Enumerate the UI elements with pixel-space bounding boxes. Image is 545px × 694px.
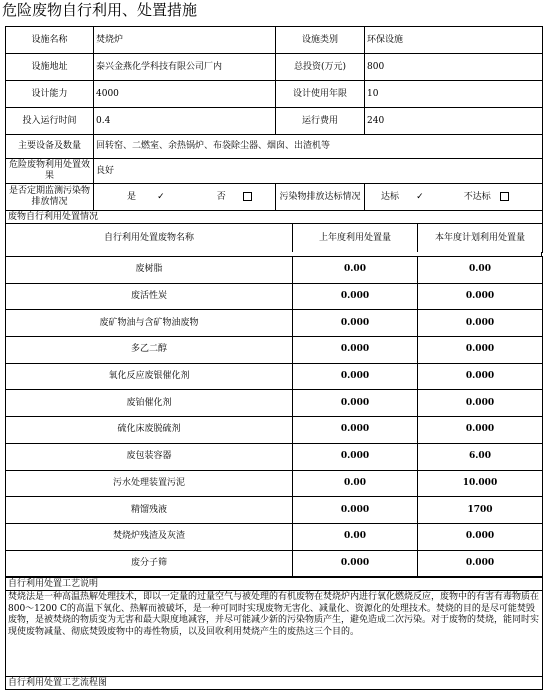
compliant-label: 达标 [380, 191, 399, 202]
waste-name-cell: 多乙二醇 [6, 337, 293, 364]
waste-name-cell: 精馏残液 [6, 497, 293, 524]
monitoring-no-label: 否 [216, 191, 226, 202]
facility-name-label: 设施名称 [6, 27, 94, 54]
column-header-waste-name: 自行利用处置废物名称 [6, 224, 293, 253]
column-header-last-year: 上年度利用处置量 [293, 224, 418, 253]
this-year-amount-cell: 10.000 [418, 470, 543, 497]
table-row [6, 310, 543, 337]
this-year-amount-cell: 0.00 [418, 257, 543, 284]
this-year-amount-cell: 0.000 [418, 523, 543, 550]
last-year-amount-cell: 0.000 [293, 390, 418, 417]
monitoring-options [94, 184, 276, 211]
table-row [6, 523, 543, 550]
last-year-amount-cell: 0.000 [293, 443, 418, 470]
total-investment-value: 800 [365, 54, 543, 81]
last-year-amount-cell: 0.000 [293, 550, 418, 577]
waste-name-cell: 废树脂 [6, 257, 293, 284]
this-year-amount-cell: 0.000 [418, 363, 543, 390]
noncompliant-checkbox[interactable] [500, 192, 509, 201]
total-investment-label: 总投资(万元) [276, 54, 365, 81]
last-year-amount-cell: 0.000 [293, 310, 418, 337]
this-year-amount-cell: 0.000 [418, 310, 543, 337]
table-row [6, 470, 543, 497]
effect-label: 危险废物利用处置效果 [6, 159, 94, 184]
compliance-options [365, 184, 543, 211]
waste-name-cell: 废铂催化剂 [6, 390, 293, 417]
waste-name-cell: 废包装容器 [6, 443, 293, 470]
waste-name-cell: 焚烧炉残渣及灰渣 [6, 523, 293, 550]
table-row [6, 497, 543, 524]
waste-name-cell: 废矿物油与含矿物油废物 [6, 310, 293, 337]
table-row [6, 417, 543, 444]
table-row [6, 363, 543, 390]
facility-name-value: 焚烧炉 [94, 27, 276, 54]
this-year-amount-cell: 0.000 [418, 550, 543, 577]
last-year-amount-cell: 0.00 [293, 470, 418, 497]
process-flow-label: 自行利用处置工艺流程图 [6, 677, 543, 690]
process-label: 自行利用处置工艺说明 [6, 578, 543, 591]
start-time-label: 投入运行时间 [6, 108, 94, 135]
waste-section-title: 废物自行利用处置情况 [6, 211, 543, 224]
equipment-value: 回转窑、二燃室、余热锅炉、布袋除尘器、烟囱、出渣机等 [94, 135, 543, 159]
facility-info-table [5, 26, 543, 211]
table-row [6, 283, 543, 310]
facility-category-value: 环保设施 [365, 27, 543, 54]
design-life-label: 设计使用年限 [276, 81, 365, 108]
facility-category-label: 设施类别 [276, 27, 365, 54]
design-capacity-label: 设计能力 [6, 81, 94, 108]
last-year-amount-cell: 0.00 [293, 257, 418, 284]
this-year-amount-cell: 6.00 [418, 443, 543, 470]
last-year-amount-cell: 0.00 [293, 523, 418, 550]
operating-cost-value: 240 [365, 108, 543, 135]
last-year-amount-cell: 0.000 [293, 417, 418, 444]
waste-name-cell: 硫化床废脱硫剂 [6, 417, 293, 444]
design-capacity-value: 4000 [94, 81, 276, 108]
table-row [6, 337, 543, 364]
last-year-amount-cell: 0.000 [293, 283, 418, 310]
this-year-amount-cell: 0.000 [418, 390, 543, 417]
process-description: 焚烧法是一种高温热解处理技术，即以一定量的过量空气与被处理的有机废物在焚烧炉内进行氧化燃烧反应，废物中的有害有毒物质在800～1200 C的高温下氧化、热解而被破坏，是一种可同时实现废物无害化、减量化、资源化的处理技术。焚烧的目的是尽可能焚毁废物，是被焚烧的物质变为无害和最大限度地减容，并尽可能减少新的污染物质产生，避免造成二次污染。对于废物的焚烧，能同时实现使废物减量、彻底焚毁废物中的毒性物质，以及回收利用焚烧产生的废热这三个目的。 [6, 591, 543, 677]
page-title: 危险废物自行利用、处置措施 [2, 1, 198, 19]
table-row [6, 390, 543, 417]
waste-name-cell: 氧化反应废银催化剂 [6, 363, 293, 390]
table-row [6, 443, 543, 470]
process-table [5, 577, 543, 690]
waste-name-cell: 废活性炭 [6, 283, 293, 310]
facility-address-value: 泰兴金燕化学科技有限公司厂内 [94, 54, 276, 81]
facility-address-label: 设施地址 [6, 54, 94, 81]
waste-name-cell: 废分子筛 [6, 550, 293, 577]
operating-cost-label: 运行费用 [276, 108, 365, 135]
this-year-amount-cell: 0.000 [418, 283, 543, 310]
monitoring-no-checkbox[interactable] [243, 192, 252, 201]
compliance-label: 污染物排放达标情况 [276, 184, 365, 211]
this-year-amount-cell: 0.000 [418, 417, 543, 444]
table-row [6, 257, 543, 284]
waste-section-table [5, 210, 543, 253]
last-year-amount-cell: 0.000 [293, 363, 418, 390]
compliant-checkmark[interactable]: ✓ [416, 191, 424, 202]
this-year-amount-cell: 1700 [418, 497, 543, 524]
effect-value: 良好 [94, 159, 543, 184]
last-year-amount-cell: 0.000 [293, 337, 418, 364]
table-row [6, 550, 543, 577]
waste-name-cell: 污水处理装置污泥 [6, 470, 293, 497]
noncompliant-label: 不达标 [463, 191, 491, 202]
start-time-value: 0.4 [94, 108, 276, 135]
design-life-value: 10 [365, 81, 543, 108]
monitoring-label: 是否定期监测污染物排放情况 [6, 184, 94, 211]
monitoring-yes-label: 是 [126, 191, 136, 202]
monitoring-yes-checkmark[interactable]: ✓ [157, 191, 165, 202]
this-year-amount-cell: 0.000 [418, 337, 543, 364]
last-year-amount-cell: 0.000 [293, 497, 418, 524]
column-header-this-year: 本年度计划利用处置量 [418, 224, 543, 253]
equipment-label: 主要设备及数量 [6, 135, 94, 159]
waste-data-table [5, 256, 543, 577]
